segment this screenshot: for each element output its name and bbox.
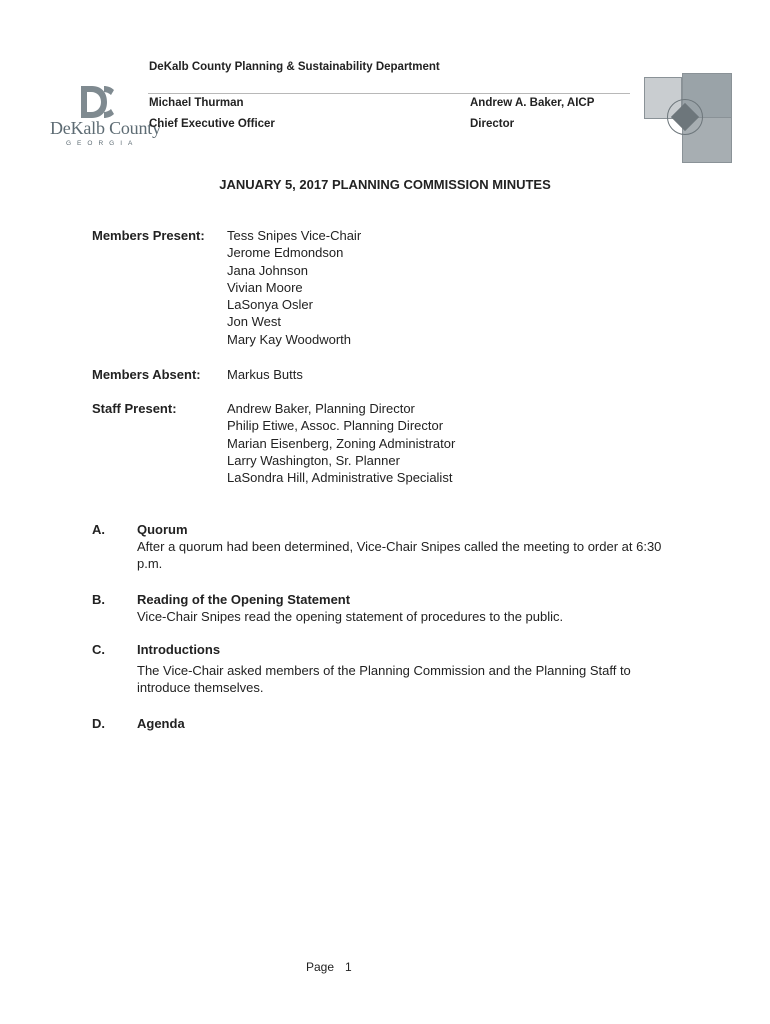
ceo-name: Michael Thurman <box>149 97 244 109</box>
director-name: Andrew A. Baker, AICP <box>470 97 595 109</box>
list-item: LaSonya Osler <box>227 297 313 313</box>
department-name: DeKalb County Planning & Sustainability Department <box>149 61 440 73</box>
list-item: Philip Etiwe, Assoc. Planning Director <box>227 418 444 434</box>
section-b-letter: B. <box>92 592 105 607</box>
members-present-label: Members Present: <box>92 228 205 243</box>
section-b-heading: Reading of the Opening Statement <box>137 592 351 607</box>
decorative-squares-icon <box>640 73 732 161</box>
staff-present-list <box>227 400 455 486</box>
members-present-list <box>227 227 361 348</box>
page-label: Page <box>306 960 335 974</box>
section-c-heading: Introductions <box>137 642 221 657</box>
section-a-letter: A. <box>92 522 105 537</box>
list-item: Jana Johnson <box>227 262 308 278</box>
members-absent-label: Members Absent: <box>92 367 201 382</box>
list-item: Andrew Baker, Planning Director <box>227 401 415 416</box>
list-item: Vivian Moore <box>227 279 303 295</box>
logo-wordmark: DeKalb County <box>50 118 161 138</box>
list-item: Mary Kay Woodworth <box>227 331 352 347</box>
dekalb-logo-icon <box>78 84 114 120</box>
logo-subtitle: GEORGIA <box>66 140 139 147</box>
list-item: LaSondra Hill, Administrative Specialist <box>227 470 453 486</box>
director-title: Director <box>470 118 515 130</box>
section-a-text: After a quorum had been determined, Vice-Chair Snipes called the meeting to order at 6:30 p.m. <box>137 539 662 572</box>
header-divider <box>148 93 630 94</box>
list-item: Larry Washington, Sr. Planner <box>227 452 400 468</box>
section-a-heading: Quorum <box>137 522 188 537</box>
section-b-text: Vice-Chair Snipes read the opening statement of procedures to the public. <box>137 609 564 624</box>
document-title: JANUARY 5, 2017 PLANNING COMMISSION MINUTES <box>219 177 551 192</box>
list-item: Marian Eisenberg, Zoning Administrator <box>227 435 456 451</box>
list-item: Jon West <box>227 314 281 330</box>
page-number: 1 <box>345 960 352 974</box>
ceo-title: Chief Executive Officer <box>149 118 275 130</box>
section-d-letter: D. <box>92 716 105 731</box>
section-c-letter: C. <box>92 642 105 657</box>
members-absent-list: Markus Butts <box>227 367 303 382</box>
staff-present-label: Staff Present: <box>92 401 177 416</box>
list-item: Tess Snipes Vice-Chair <box>227 228 362 243</box>
list-item: Jerome Edmondson <box>227 245 344 261</box>
section-c-text: The Vice-Chair asked members of the Planning Commission and the Planning Staff to introduce themselves. <box>137 663 631 696</box>
section-d-heading: Agenda <box>137 716 185 731</box>
